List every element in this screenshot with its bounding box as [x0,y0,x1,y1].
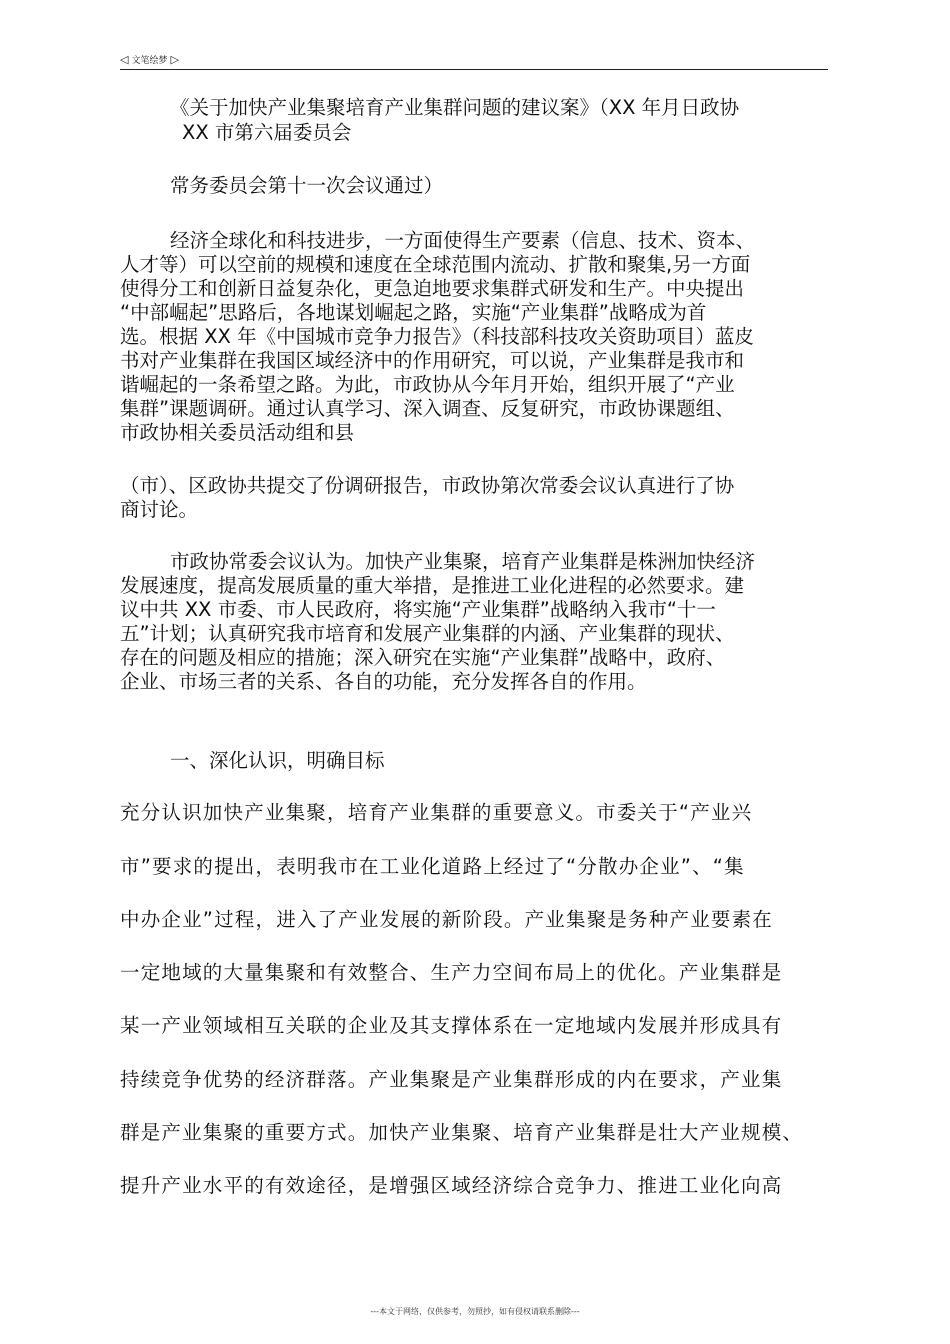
title-line-3: 常务委员会第十一次会议通过） [170,174,444,197]
text-line: 持续竞争优势的经济群落。产业集聚是产业集群形成的内在要求，产业集 [120,1068,783,1091]
header-text: 文笔绘梦 [131,56,168,66]
text-line: 使得分工和创新日益复杂化，更急迫地要求集群式研发和生产。中央提出 [120,277,745,300]
text-line: 人才等）可以空前的规模和速度在全球范围内流动、扩散和聚集,另一方面 [120,253,751,276]
text-line: 选。根据 XX 年《中国城市竞争力报告》（科技部科技攻关资助项目）蓝皮 [120,325,754,348]
text-line: 提升产业水平的有效途径，是增强区域经济综合竞争力、推进工业化向高 [120,1174,783,1197]
text-line: 集群”课题调研。通过认真学习、深入调查、反复研究，市政协课题组、 [120,397,735,420]
left-triangle-icon: ◁ [120,53,129,66]
text-line: “中部崛起”思路后，各地谋划崛起之路，实施“产业集群”战略成为首 [120,301,707,324]
text-line: 市政协常委会议认为。加快产业集聚，培育产业集群是株洲加快经济 [170,550,756,573]
title-line-2: XX 市第六届委员会 [182,121,352,144]
page-footer: ---本文于网络，仅供参考，勿照抄，如有侵权请联系删除--- [370,1307,580,1316]
header-divider [120,69,828,70]
text-line: 群是产业集聚的重要方式。加快产业集聚、培育产业集群是壮大产业规模、 [120,1121,804,1144]
page-header [120,53,828,71]
text-line: 企业、市场三者的关系、各自的功能，充分发挥各自的作用。 [120,670,647,693]
text-line: 充分认识加快产业集聚，培育产业集群的重要意义。市委关于“产业兴 [120,801,753,824]
text-line: 五”计划；认真研究我市培育和发展产业集群的内涵、产业集群的现状、 [120,622,735,645]
text-line: 商讨论。 [120,498,199,521]
text-line: 一定地域的大量集聚和有效整合、生产力空间布局上的优化。产业集群是 [120,961,783,984]
text-line: 书对产业集群在我国区域经济中的作用研究，可以说，产业集群是我市和 [120,349,745,372]
title-line-1: 《关于加快产业集聚培育产业集群问题的建议案》（XX 年月日政协 [170,96,740,119]
text-line: 谐崛起的一条希望之路。为此，市政协从今年月开始，组织开展了“产业 [120,373,735,396]
section-heading: 一、深化认识，明确目标 [170,749,385,772]
text-line: 某一产业领域相互关联的企业及其支撑体系在一定地域内发展并形成具有 [120,1014,783,1037]
text-line: 经济全球化和科技进步，一方面使得生产要素（信息、技术、资本、 [170,229,756,252]
right-triangle-icon: ▷ [170,53,179,66]
text-line: 存在的问题及相应的措施；深入研究在实施“产业集群”战略中，政府、 [120,646,726,669]
text-line: 中办企业”过程，进入了产业发展的新阶段。产业集聚是务种产业要素在 [120,908,774,931]
text-line: 市”要求的提出，表明我市在工业化道路上经过了“分散办企业”、“集 [120,855,745,878]
text-line: 发展速度，提高发展质量的重大举措，是推进工业化进程的必然要求。建 [120,574,745,597]
header-logo [120,53,179,68]
text-line: 市政协相关委员活动组和县 [120,421,355,444]
text-line: 议中共 XX 市委、市人民政府，将实施“产业集群”战略纳入我市“十一 [120,598,716,621]
text-line: （市）、区政协共提交了份调研报告，市政协第次常委会议认真进行了协 [120,474,735,497]
